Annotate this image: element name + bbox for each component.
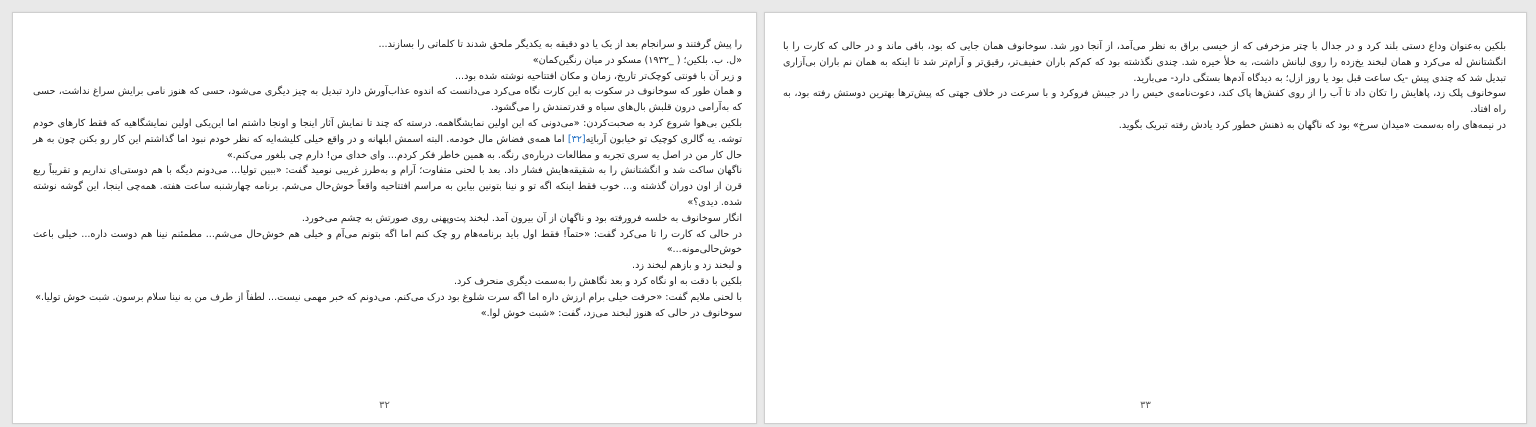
paragraph: انگار سوخانوف به خلسه فرورفته بود و ناگهان از آن بیرون آمد. لبخند پت‌وپهنی روی صورتش به چشم می‌خورد.	[301, 212, 742, 224]
paragraph: بلکین با دقت به او نگاه کرد و بعد نگاهش را به‌سمت دیگری منحرف کرد.	[453, 275, 742, 287]
paragraph: و همان طور که سوخانوف در سکوت به این کارت نگاه می‌کرد می‌دانست که اندوه عذاب‌آورش دارد تبدیل به چیز دیگری می‌شود، حسی که هنوز نامی برایش سراغ نداشت، حسی که به‌آرامی درون قلبش بال‌های سیاه و قدرتمندش را می‌گشود.	[33, 86, 742, 114]
paragraph: ناگهان ساکت شد و انگشتانش را به شقیقه‌هایش فشار داد. بعد با لحنی متفاوت؛ آرام و به‌طرز غریبی نومید گفت: «ببین تولیا... می‌دونم دیگه با هم دوستی‌ای نداریم و تقریباً ربع قرن از اون دوران گذشته و... خوب فقط اینکه اگه تو و نینا بتونین بیاین به مراسم افتتاحیه واقعاً خوش‌حال می‌شم. برنامه چهارشنبه ساعت هفته. همه‌چی اینجا، این گوشه نوشته شده. دیدی؟»	[33, 165, 742, 208]
page-33-text	[783, 39, 1506, 134]
paragraph: سوخانوف پلک زد، پاهایش را تکان داد تا آب را از روی کفش‌ها پاک کند، دعوت‌نامه‌ی خیس را در جیبش فروکرد و با سرعت در خلاف جهتی که پیش‌ترها بهترین دوستش رفته بود، به راه افتاد.	[783, 88, 1506, 116]
paragraph-part: اما همه‌ی فضاش مال خودمه. البته اسمش ابلهانه و در واقع خیلی کلیشه‌ایه که نظر خودم نبود اما گذاشتم این کار رو بکنن چون به هر حال کار من در اصل یه سری تجربه و مطالعات درباره‌ی رنگه. به همین خاطر فکر کردم... وای خدای من! دارم چی بلغور می‌کنم.»	[33, 133, 742, 161]
paragraph-part: بلکین بی‌هوا شروع کرد به صحبت‌کردن: «می‌دونی که این اولین نمایشگاهمه. درسته که چند تا نمایش آثار اینجا و اونجا داشتم اما این‌یکی اولین نمایشگاهیه که فقط کارهای خودم توشه. یه گالری کوچیک تو خیابون آرباتِه	[33, 117, 742, 145]
paragraph: سوخانوف در حالی که هنوز لبخند می‌زد، گفت: «شبت خوش لوا.»	[480, 307, 742, 319]
page-number: ۳۲	[379, 400, 390, 411]
page-33	[764, 12, 1527, 424]
paragraph: در حالی که کارت را تا می‌کرد گفت: «حتماً! فقط اول باید برنامه‌هام رو چک کنم اما اگه بتونم می‌آم و خیلی هم خوش‌حال می‌شم... مطمئنم نینا هم دوست داره... خیلی باعث خوش‌حالی‌مونه...»	[33, 228, 742, 256]
paragraph: را پیش گرفتند و سرانجام بعد از یک یا دو دقیقه به یکدیگر ملحق شدند تا کلماتی را بسازند...	[378, 39, 742, 50]
page-32-text	[33, 37, 742, 321]
footnote-link[interactable]: [۳۲]	[567, 133, 586, 145]
paragraph: بلکین به‌عنوان وداع دستی بلند کرد و در جدال با چتر مزخرفی که از خیسی براق به نظر می‌آمد، از آنجا دور شد. سوخانوف همان جایی که بود، باقی ماند و در حالی که کارت را با انگشتانش له می‌کرد و همان لبخند یخ‌زده را روی لبانش داشت، به خلأ خیره شد. چندی نگذشته بود که کم‌کم باران خفیف‌تر، رقیق‌تر و آرام‌تر شد تا اینکه به همان نم باران بی‌آزاری تبدیل شد که چندی پیش -یک ساعت قبل بود یا روز ازل؛ به دیدگاه آدم‌ها بستگی دارد- می‌بارید.	[783, 41, 1506, 84]
paragraph: و زیر آن با فونتی کوچک‌تر تاریخ، زمان و مکان افتتاحیه نوشته شده بود...	[454, 70, 742, 82]
paragraph: و لبخند زد و بازهم لبخند زد.	[632, 260, 742, 272]
paragraph: «ل. ب. بلکین؛ ( _۱۹۳۲) مسکو در میان رنگین‌کمان»	[532, 54, 742, 66]
page-32	[12, 12, 757, 424]
page-number: ۳۳	[1140, 400, 1151, 411]
paragraph	[33, 116, 742, 163]
paragraph: با لحنی ملایم گفت: «حرفت خیلی برام ارزش داره اما اگه سرت شلوغ بود درک می‌کنم. می‌دونم که خبر مهمی نیست... لطفاً از طرف من به نینا سلام برسون. شبت خوش تولیا.»	[35, 291, 742, 303]
paragraph: در نیمه‌های راه به‌سمت «میدان سرخ» بود که ناگهان به ذهنش خطور کرد یادش رفته تبریک بگوید.	[1118, 119, 1506, 131]
